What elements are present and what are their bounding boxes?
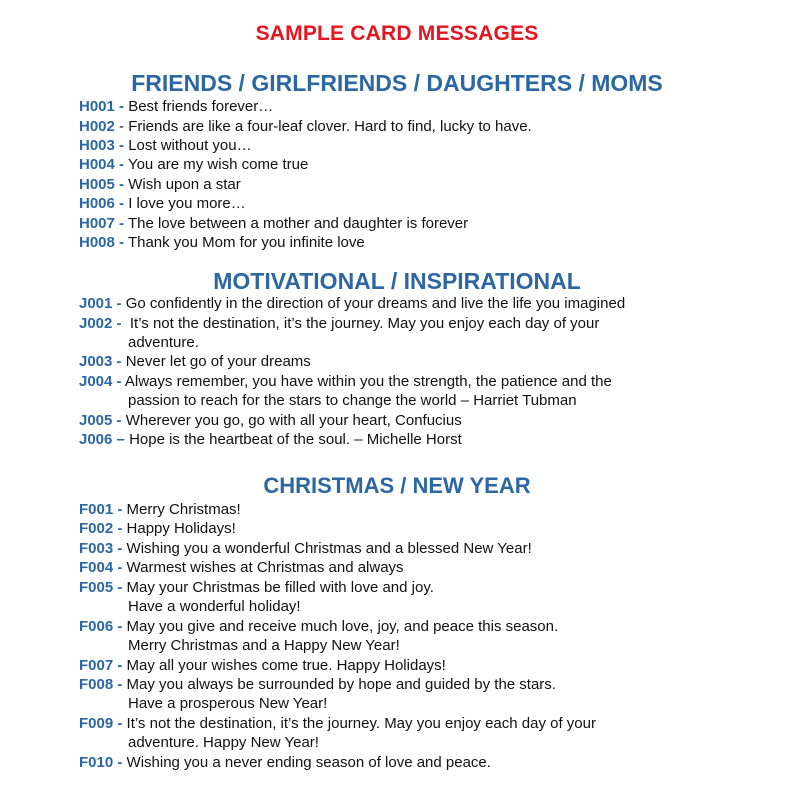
message-item	[79, 558, 404, 577]
message-code: F001 -	[79, 501, 123, 518]
message-text: May you always be surrounded by hope and guided by the stars.	[126, 676, 556, 693]
section-heading-friends: FRIENDS / GIRLFRIENDS / DAUGHTERS / MOMS	[131, 70, 663, 96]
message-code: J001 -	[79, 295, 122, 312]
message-text: Wishing you a wonderful Christmas and a blessed New Year!	[126, 540, 532, 557]
message-code: F006 -	[79, 618, 123, 635]
message-item	[79, 675, 556, 713]
message-code: F002 -	[79, 520, 123, 537]
message-code: H001 -	[79, 98, 125, 115]
message-text: Happy Holidays!	[126, 520, 236, 537]
message-text: May your Christmas be filled with love and joy.	[126, 579, 434, 596]
message-item	[79, 500, 241, 519]
message-text: Warmest wishes at Christmas and always	[126, 559, 404, 576]
message-text: Merry Christmas!	[126, 501, 241, 518]
message-item	[79, 175, 241, 194]
message-item	[79, 578, 434, 616]
section-heading-motivational: MOTIVATIONAL / INSPIRATIONAL	[213, 268, 581, 294]
message-text: - Friends are like a four-leaf clover. Hard to find, lucky to have.	[119, 118, 532, 135]
message-item	[79, 352, 311, 371]
message-item	[79, 294, 625, 313]
message-text: The love between a mother and daughter is forever	[127, 215, 469, 232]
message-item	[79, 194, 246, 213]
message-text: Wishing you a never ending season of love and peace.	[126, 754, 491, 771]
message-code: F003 -	[79, 540, 123, 557]
message-code: J003 -	[79, 353, 122, 370]
message-item	[79, 519, 236, 538]
section-heading-christmas: CHRISTMAS / NEW YEAR	[263, 473, 531, 498]
message-code: H006 -	[79, 195, 125, 212]
message-item	[79, 539, 532, 558]
message-item	[79, 314, 599, 352]
message-code: H003 -	[79, 137, 125, 154]
message-code: F009 -	[79, 715, 123, 732]
message-code: J004 -	[79, 373, 122, 390]
message-text: Wherever you go, go with all your heart, Confucius	[125, 412, 462, 429]
message-text: Never let go of your dreams	[125, 353, 311, 370]
message-text-continued: Have a prosperous New Year!	[128, 695, 328, 712]
message-text: Go confidently in the direction of your dreams and live the life you imagined	[125, 295, 626, 312]
message-code: F004 -	[79, 559, 123, 576]
message-text: I love you more…	[128, 195, 246, 212]
message-code: H004 -	[79, 156, 125, 173]
message-code: F007 -	[79, 657, 123, 674]
message-item	[79, 714, 596, 752]
message-code: J006 –	[79, 431, 125, 448]
message-text: Best friends forever…	[128, 98, 274, 115]
message-item	[79, 97, 273, 116]
message-code: H002	[79, 118, 115, 135]
message-item	[79, 617, 558, 655]
message-code: H007 -	[79, 215, 125, 232]
page-title: SAMPLE CARD MESSAGES	[255, 22, 539, 45]
message-text: May you give and receive much love, joy, and peace this season.	[126, 618, 559, 635]
message-item	[79, 233, 365, 252]
message-text: You are my wish come true	[127, 156, 309, 173]
message-text-continued: Have a wonderful holiday!	[128, 598, 301, 615]
message-code: J002 -	[79, 315, 122, 332]
message-text-continued: passion to reach for the stars to change the world – Harriet Tubman	[128, 392, 577, 409]
message-item	[79, 411, 462, 430]
message-code: H005 -	[79, 176, 125, 193]
message-item	[79, 136, 252, 155]
message-item	[79, 155, 308, 174]
message-item	[79, 214, 468, 233]
message-item	[79, 753, 491, 772]
message-code: F005 -	[79, 579, 123, 596]
message-item	[79, 430, 462, 449]
message-text-continued: adventure. Happy New Year!	[128, 734, 319, 751]
message-text-continued: Merry Christmas and a Happy New Year!	[128, 637, 400, 654]
message-item	[79, 656, 446, 675]
message-text: Wish upon a star	[128, 176, 241, 193]
message-text: May all your wishes come true. Happy Holidays!	[126, 657, 446, 674]
message-text: It’s not the destination, it’s the journey. May you enjoy each day of your	[129, 315, 600, 332]
message-code: H008 -	[79, 234, 125, 251]
message-text: Thank you Mom for you infinite love	[127, 234, 365, 251]
message-item	[79, 117, 532, 136]
message-text: It’s not the destination, it’s the journey. May you enjoy each day of your	[126, 715, 596, 732]
message-text: Hope is the heartbeat of the soul. – Michelle Horst	[129, 431, 462, 448]
message-item	[79, 372, 612, 410]
message-text: Lost without you…	[128, 137, 252, 154]
message-text: Always remember, you have within you the strength, the patience and the	[124, 373, 612, 390]
message-text-continued: adventure.	[128, 334, 199, 351]
message-code: F008 -	[79, 676, 123, 693]
message-code: J005 -	[79, 412, 122, 429]
message-code: F010 -	[79, 754, 123, 771]
